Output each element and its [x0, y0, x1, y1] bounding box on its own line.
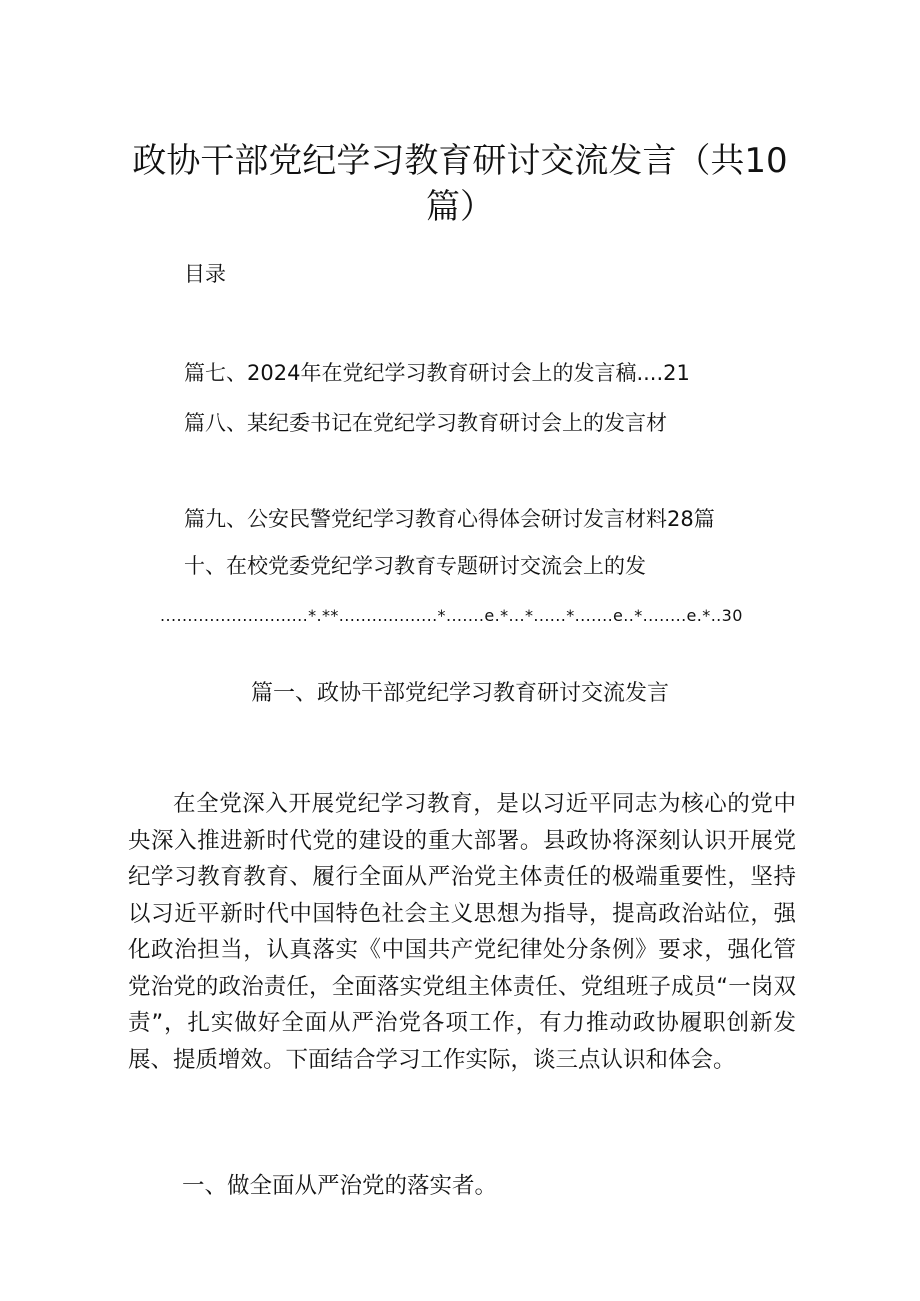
section-title: 篇一、政协干部党纪学习教育研讨交流发言	[250, 681, 669, 706]
document-title: 政协干部党纪学习教育研讨交流发言（共10篇）	[132, 141, 788, 227]
toc-item[interactable]: 篇九、公安民警党纪学习教育心得体会研讨发言材料28篇	[184, 507, 715, 531]
toc-item[interactable]: 十、在校党委党纪学习教育专题研讨交流会上的发	[184, 554, 646, 578]
toc-item[interactable]: 篇七、2024年在党纪学习教育研讨会上的发言稿....21	[184, 361, 690, 385]
toc-heading: 目录	[184, 262, 226, 286]
toc-item[interactable]: 篇八、某纪委书记在党纪学习教育研讨会上的发言材	[184, 411, 667, 435]
body-paragraph: 在全党深入开展党纪学习教育，是以习近平同志为核心的党中央深入推进新时代党的建设的重大部署。县政协将深刻认识开展党纪学习教育教育、履行全面从严治党主体责任的极端重要性，坚持以习近平新时代中国特色社会主义思想为指导，提高政治站位，强化政治担当，认真落实《中国共产党纪律处分条例》要求，强化管党治党的政治责任，全面落实党组主体责任、党组班子成员“一岗双责”，扎实做好全面从严治党各项工作，有力推动政协履职创新发展、提质增效。下面结合学习工作实际，谈三点认识和体会。	[128, 791, 796, 1073]
toc-leader-line: ...........................*.**..................*.......e.*...*......*.......e..*........e.*..30	[160, 606, 743, 625]
section-subheading: 一、做全面从严治党的落实者。	[182, 1173, 498, 1199]
